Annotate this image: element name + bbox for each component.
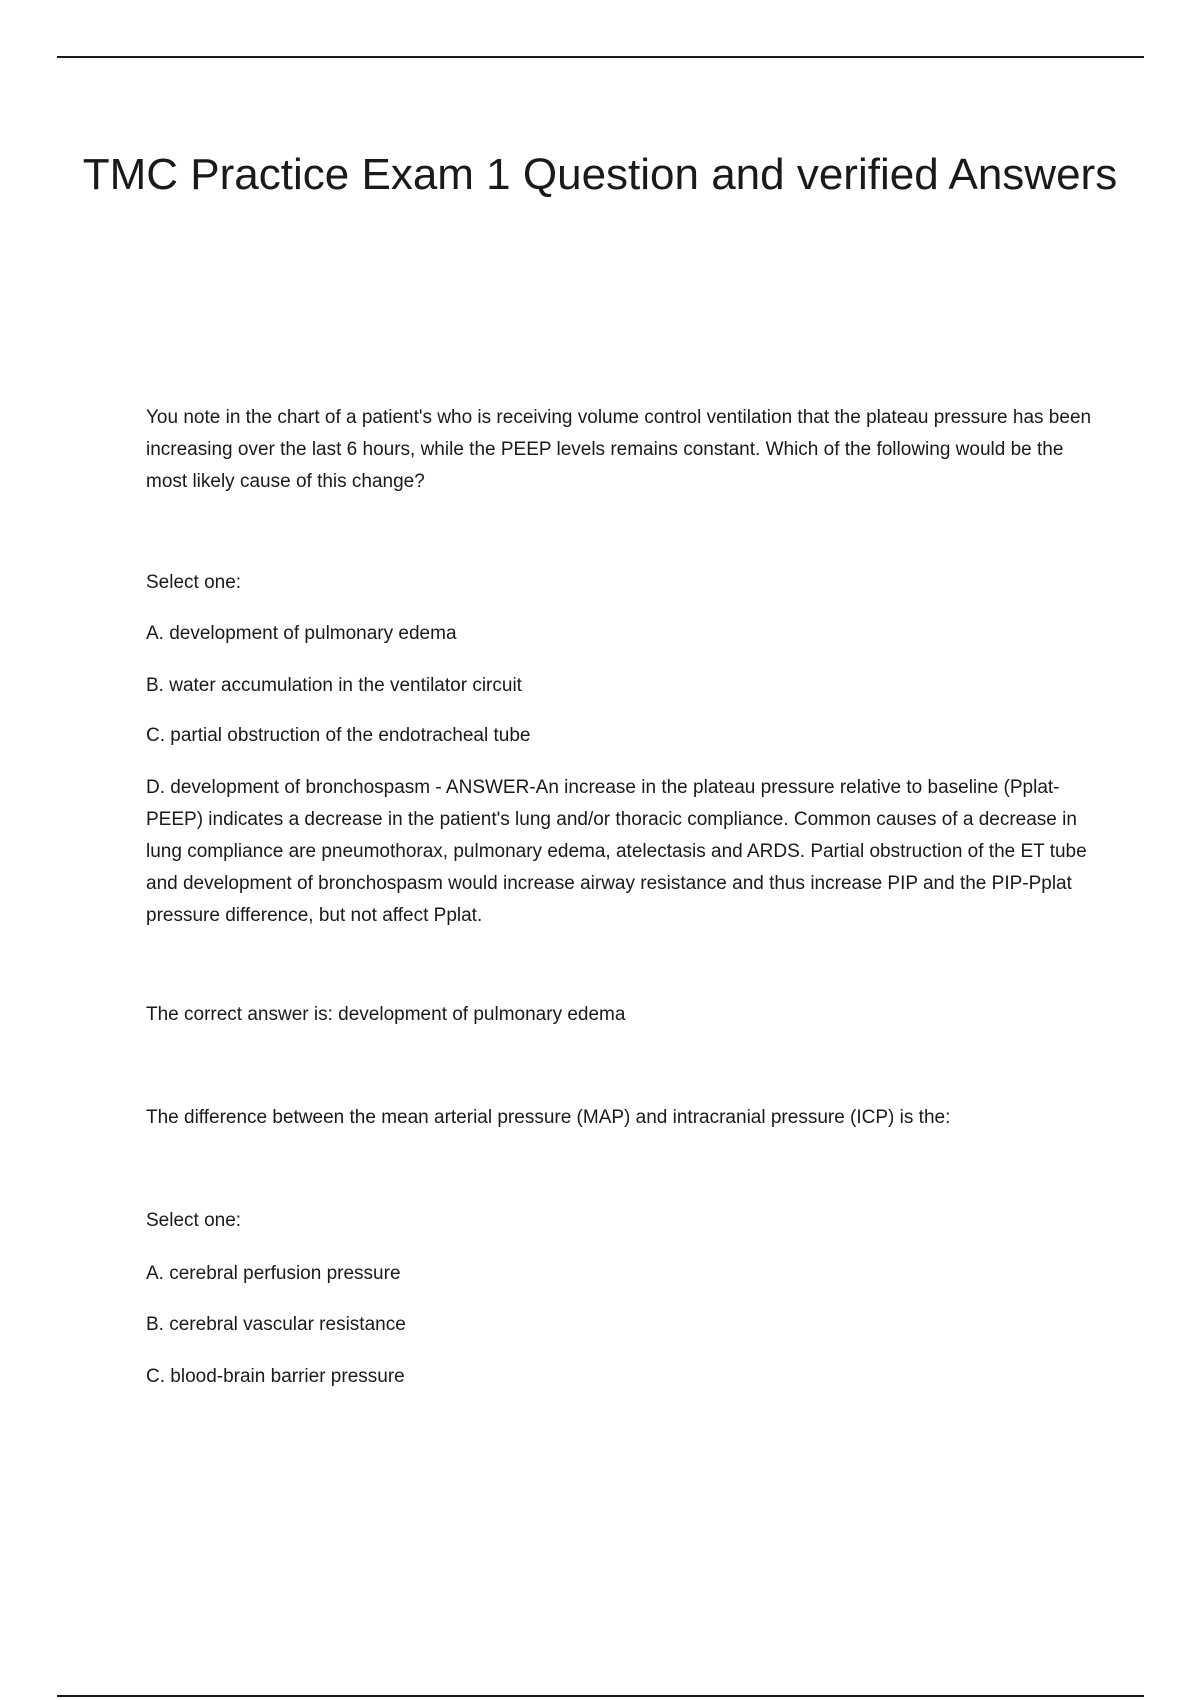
question-2-prompt bbox=[146, 1102, 1096, 1134]
question-1-option-a: A. development of pulmonary edema bbox=[146, 623, 457, 644]
question-text: You note in the chart of a patient's who is receiving volume control ventilation that the plateau pressure has been increasing over the last 6 hours, while the PEEP levels remains constant. Which of the following would be the most likely cause of this change? bbox=[146, 407, 1092, 492]
question-1-option-c: C. partial obstruction of the endotracheal tube bbox=[146, 725, 531, 746]
question-1-option-d: D. development of bronchospasm - ANSWER-An increase in the plateau pressure relative to baseline (Pplat-PEEP) indicates a decrease in the patient's lung and/or thoracic compliance. Common causes of a decrease in lung compliance are pneumothorax, pulmonary edema, atelectasis and ARDS. Partial obstruction of the ET tube and development of bronchospasm would increase airway resistance and thus increase PIP and the PIP-Pplat pressure difference, but not affect Pplat. bbox=[146, 777, 1087, 926]
question-2-option-c: C. blood-brain barrier pressure bbox=[146, 1366, 405, 1387]
footer-rule bbox=[57, 1695, 1144, 1697]
question-2-select-label: Select one: bbox=[146, 1210, 242, 1231]
question-2-option-b: B. cerebral vascular resistance bbox=[146, 1314, 406, 1335]
question-text: The difference between the mean arterial pressure (MAP) and intracranial pressure (ICP) is the: bbox=[146, 1107, 951, 1128]
header-rule bbox=[57, 56, 1144, 58]
question-1-prompt bbox=[146, 402, 1096, 498]
question-2-option-a: A. cerebral perfusion pressure bbox=[146, 1263, 401, 1284]
question-1-correct-answer: The correct answer is: development of pulmonary edema bbox=[146, 1004, 626, 1025]
question-1-option-b: B. water accumulation in the ventilator circuit bbox=[146, 675, 522, 696]
document-title: TMC Practice Exam 1 Question and verified Answers bbox=[82, 150, 1118, 199]
question-1-select-label: Select one: bbox=[146, 572, 242, 593]
